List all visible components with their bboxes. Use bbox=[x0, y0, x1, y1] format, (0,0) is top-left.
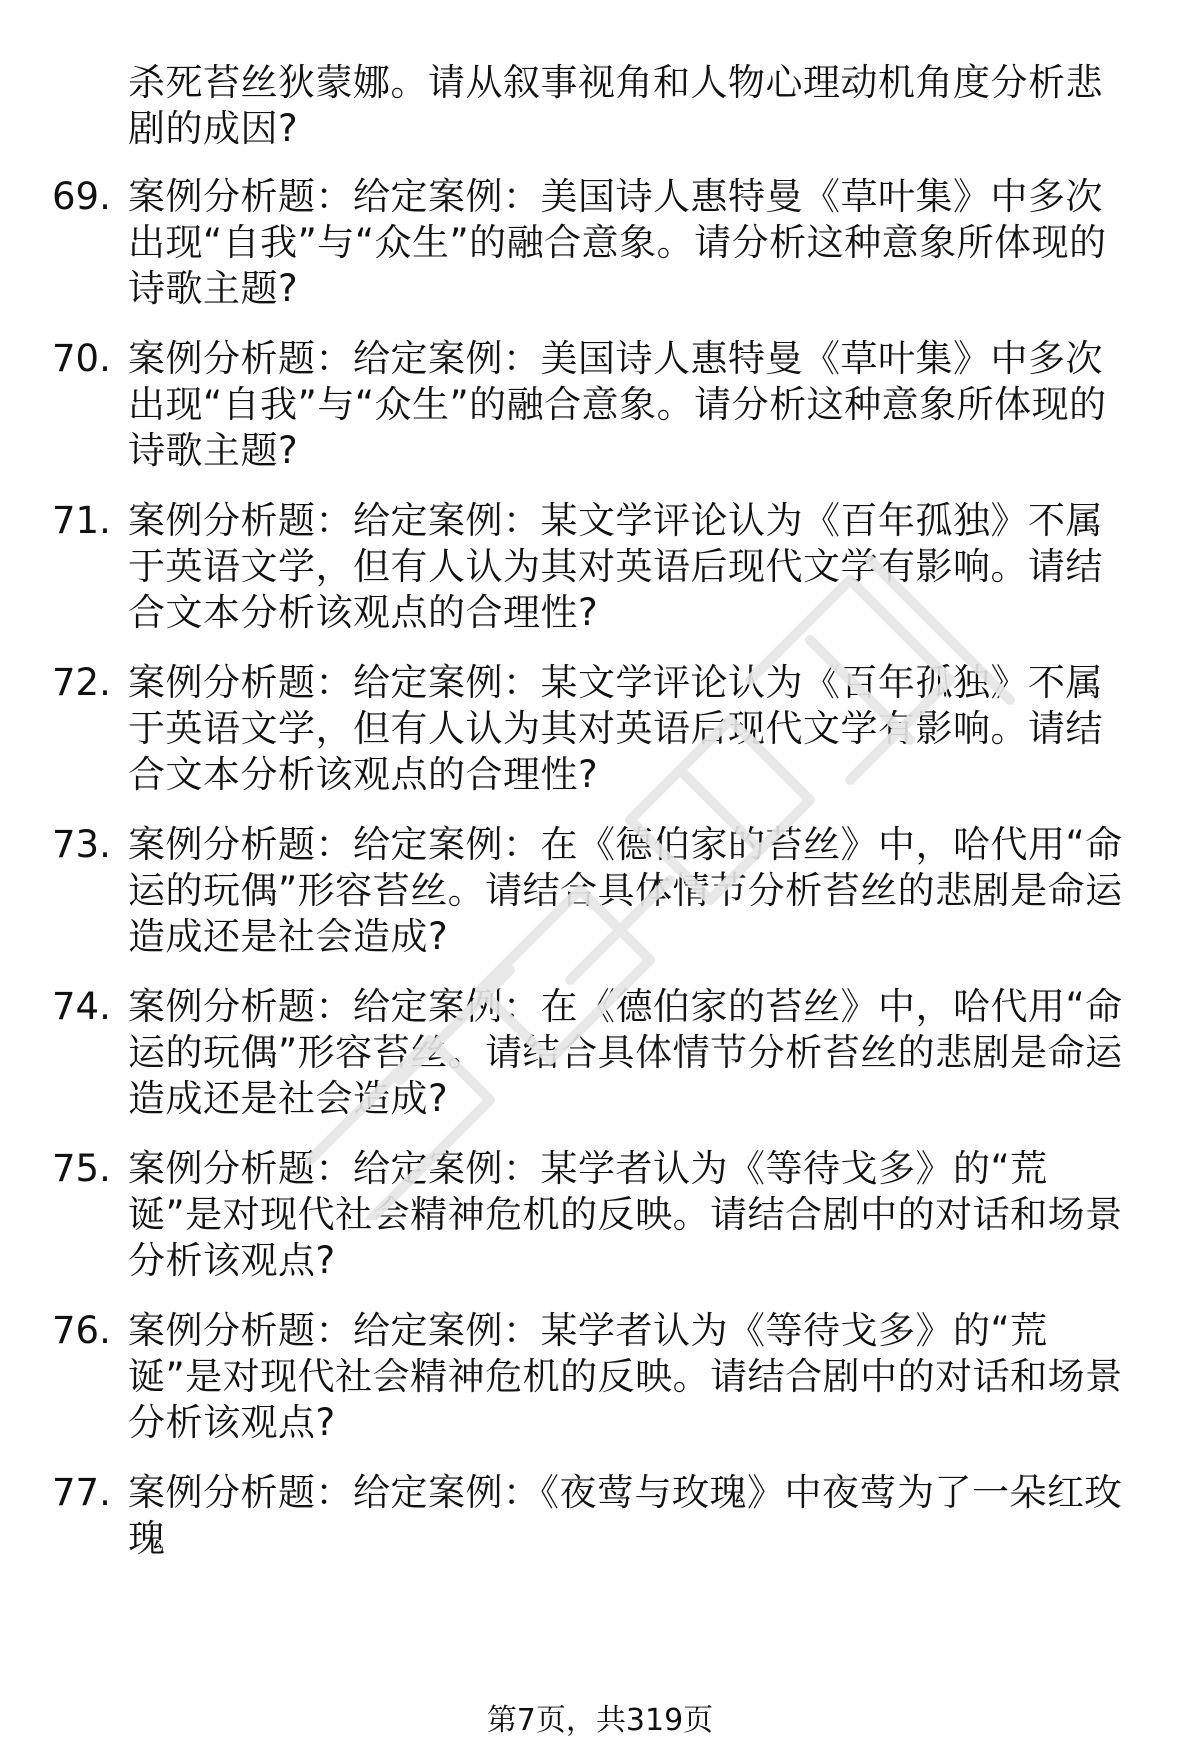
question-number: 69. bbox=[52, 175, 111, 218]
question-number: 75. bbox=[52, 1147, 111, 1190]
question-text: 案例分析题：给定案例：某学者认为《等待戈多》的“荒诞”是对现代社会精神危机的反映。请结合剧中的对话和场景分析该观点? bbox=[128, 1309, 1123, 1444]
question-text: 案例分析题：给定案例：某文学评论认为《百年孤独》不属于英语文学，但有人认为其对英语后现代文学有影响。请结合文本分析该观点的合理性? bbox=[128, 661, 1103, 796]
question-text: 案例分析题：给定案例：美国诗人惠特曼《草叶集》中多次出现“自我”与“众生”的融合意象。请分析这种意象所体现的诗歌主题? bbox=[128, 175, 1107, 310]
continuation-text: 杀死苔丝狄蒙娜。请从叙事视角和人物心理动机角度分析悲剧的成因? bbox=[128, 61, 1103, 150]
question-number: 74. bbox=[52, 985, 111, 1028]
question-number: 70. bbox=[52, 337, 111, 380]
question-text: 案例分析题：给定案例：某文学评论认为《百年孤独》不属于英语文学，但有人认为其对英语后现代文学有影响。请结合文本分析该观点的合理性? bbox=[128, 499, 1103, 634]
question-text: 案例分析题：给定案例：在《德伯家的苔丝》中，哈代用“命运的玩偶”形容苔丝。请结合具体情节分析苔丝的悲剧是命运造成还是社会造成? bbox=[128, 985, 1123, 1120]
question-number: 71. bbox=[52, 499, 111, 542]
question-text: 案例分析题：给定案例：《夜莺与玫瑰》中夜莺为了一朵红玫瑰 bbox=[128, 1471, 1122, 1560]
question-number: 73. bbox=[52, 823, 111, 866]
page-footer: 第7页，共319页 bbox=[486, 1703, 714, 1738]
question-number: 77. bbox=[52, 1471, 111, 1514]
question-text: 案例分析题：给定案例：美国诗人惠特曼《草叶集》中多次出现“自我”与“众生”的融合意象。请分析这种意象所体现的诗歌主题? bbox=[128, 337, 1107, 472]
question-text: 案例分析题：给定案例：某学者认为《等待戈多》的“荒诞”是对现代社会精神危机的反映。请结合剧中的对话和场景分析该观点? bbox=[128, 1147, 1123, 1282]
question-number: 76. bbox=[52, 1309, 111, 1352]
question-number: 72. bbox=[52, 661, 111, 704]
question-text: 案例分析题：给定案例：在《德伯家的苔丝》中，哈代用“命运的玩偶”形容苔丝。请结合具体情节分析苔丝的悲剧是命运造成还是社会造成? bbox=[128, 823, 1123, 958]
